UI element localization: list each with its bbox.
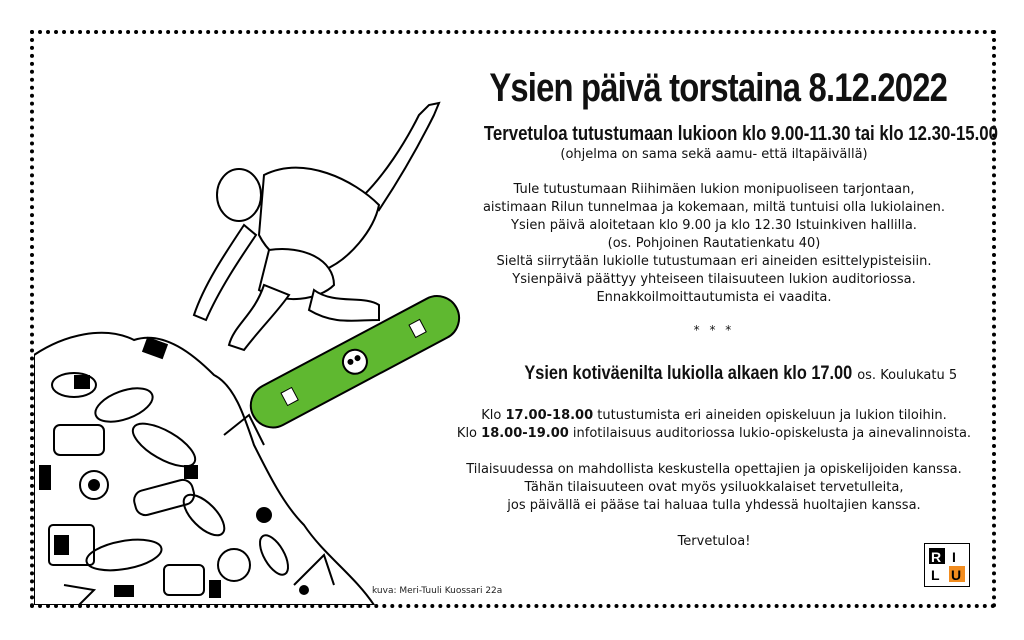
- intro-line: (os. Pohjoinen Rautatienkatu 40): [607, 236, 821, 251]
- intro-paragraph: [440, 181, 988, 307]
- closing-line: Tilaisuudessa on mahdollista keskustella opettajien ja opiskelijoiden kanssa.: [466, 462, 962, 477]
- svg-text:U: U: [951, 567, 962, 583]
- svg-text:I: I: [952, 549, 956, 565]
- svg-text:R: R: [931, 549, 942, 565]
- image-credit: kuva: Meri-Tuuli Kuossari 22a: [372, 586, 503, 596]
- farewell: Tervetuloa!: [677, 534, 751, 549]
- evening-address: os. Koulukatu 5: [857, 368, 958, 383]
- intro-line: Ysienpäivä päättyy yhteiseen tilaisuuteen lukion auditoriossa.: [512, 272, 916, 287]
- schedule-item: Klo 17.00-18.00 tutustumista eri aineiden opiskeluun ja lukion tiloihin.: [481, 408, 947, 423]
- rilu-logo: [924, 543, 970, 587]
- schedule: [440, 407, 988, 443]
- intro-line: Ysien päivä aloitetaan klo 9.00 ja klo 12.30 Istuinkiven hallilla.: [511, 218, 917, 233]
- intro-line: Tule tutustumaan Riihimäen lukion monipuoliseen tarjontaan,: [513, 182, 915, 197]
- separator: * * *: [693, 323, 735, 337]
- page-title: Ysien päivä torstaina 8.12.2022: [489, 66, 948, 110]
- schedule-item: Klo 18.00-19.00 infotilaisuus auditoriossa lukio-opiskelusta ja ainevalinnoista.: [456, 426, 972, 441]
- intro-line: Ennakkoilmoittautumista ei vaadita.: [596, 290, 832, 305]
- closing-line: jos päivällä ei pääse tai haluaa tulla yhdessä huoltajien kanssa.: [507, 498, 921, 513]
- intro-line: aistimaan Rilun tunnelmaa ja kokemaan, miltä tuntuisi olla lukiolainen.: [482, 200, 946, 215]
- subtitle: Tervetuloa tutustumaan lukioon klo 9.00-11.30 tai klo 12.30-15.00: [483, 123, 998, 145]
- intro-line: Sieltä siirrytään lukiolle tutustumaan eri aineiden esittelypisteisiin.: [496, 254, 932, 269]
- svg-text:L: L: [931, 567, 940, 583]
- evening-title: Ysien kotiväenilta lukiolla alkaen klo 17.00: [524, 363, 853, 384]
- closing-paragraph: [440, 461, 988, 515]
- evening-heading: [440, 361, 988, 389]
- skateboarder-illustration: [34, 85, 464, 605]
- closing-line: Tähän tilaisuuteen ovat myös ysiluokkalaiset tervetulleita,: [524, 480, 904, 495]
- subtitle-note: (ohjelma on sama sekä aamu- että iltapäivällä): [560, 147, 868, 162]
- announcement-text: [440, 62, 998, 551]
